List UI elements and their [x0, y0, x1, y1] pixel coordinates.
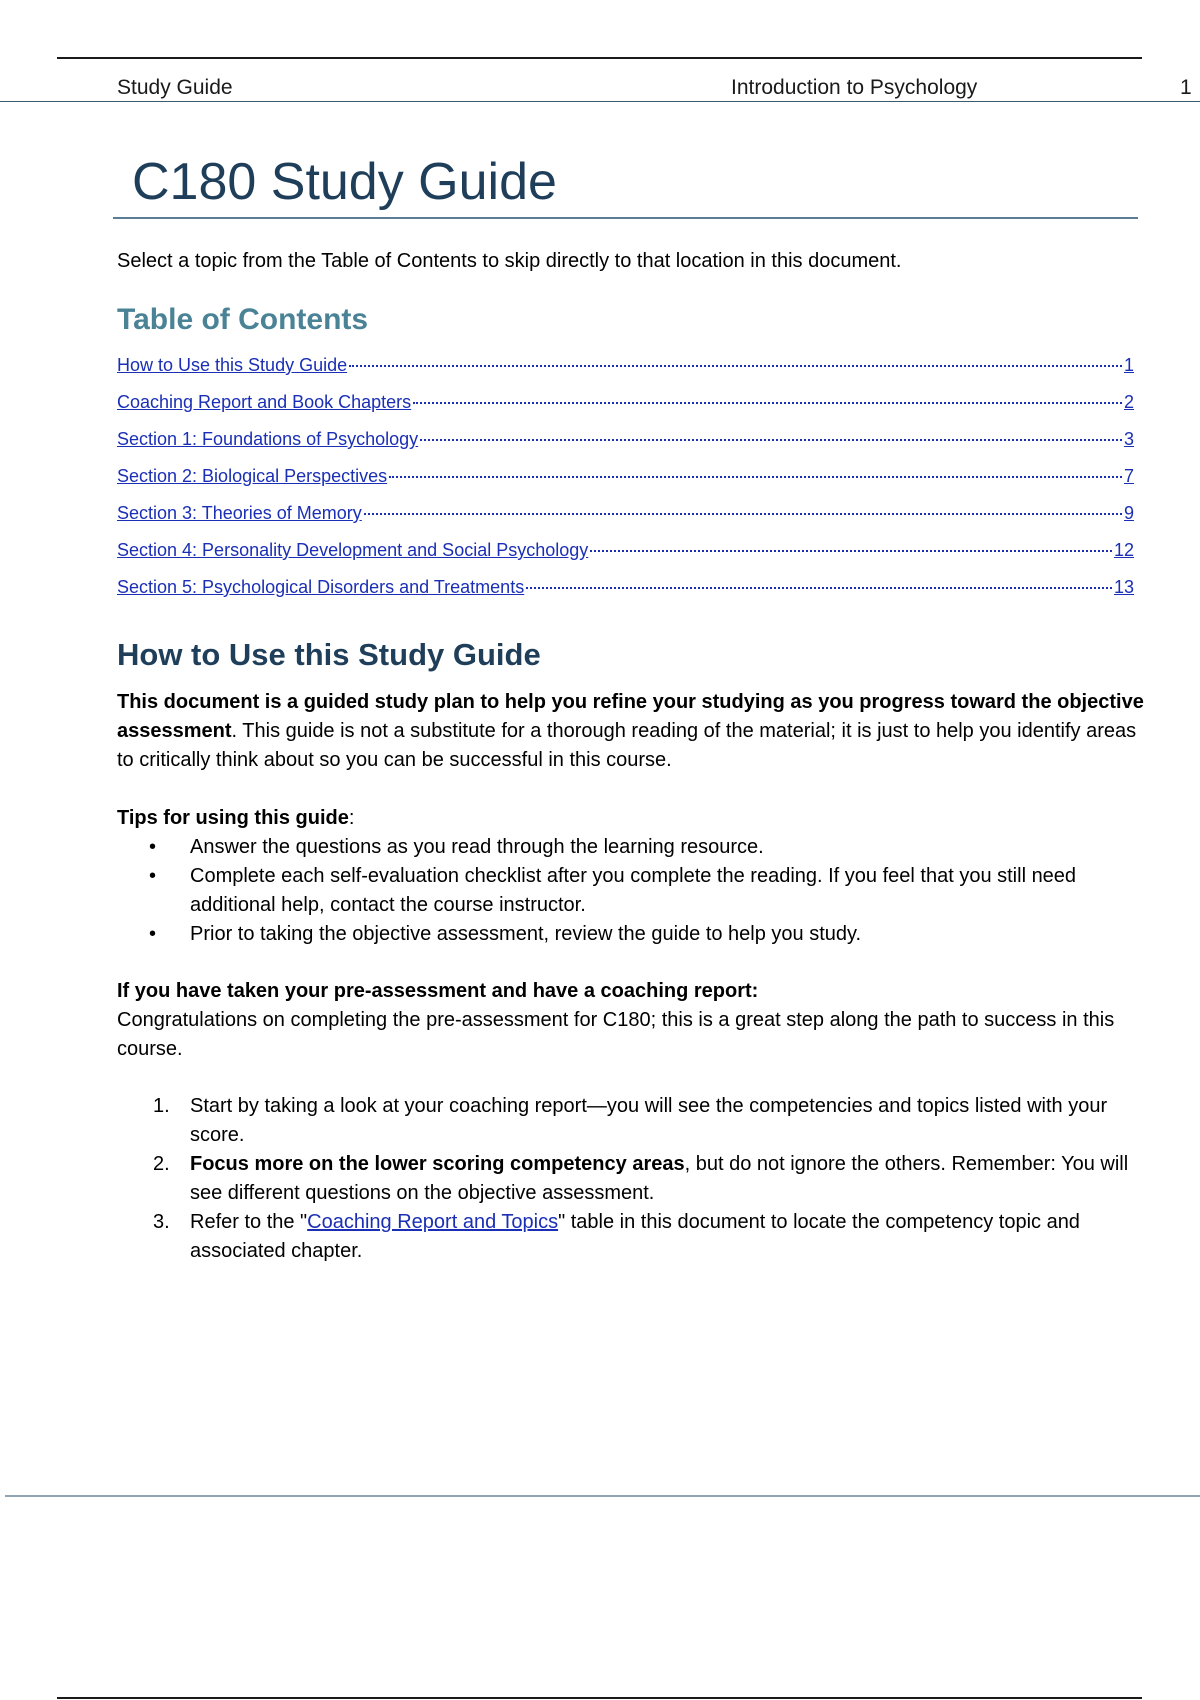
tips-list — [117, 833, 1147, 949]
top-border-rule — [57, 57, 1142, 59]
step-number: 2. — [153, 1153, 170, 1175]
toc-page-number: 2 — [1123, 392, 1134, 412]
toc-leader-dots — [413, 402, 1122, 404]
title-underline — [113, 217, 1138, 219]
list-item — [117, 1092, 1147, 1150]
section-heading-how-to-use: How to Use this Study Guide — [117, 637, 541, 672]
bullet-icon: • — [149, 865, 157, 887]
coaching-report-topics-link[interactable]: Coaching Report and Topics — [307, 1211, 559, 1233]
step-text: , but do not ignore the others. Remember: You will see different questions on the objective assessment. — [190, 1153, 1129, 1204]
how-to-lead-bold: This document is a guided study plan to help you refine your studying as you progress toward the objective assessment — [117, 691, 1144, 742]
list-item — [117, 862, 1147, 920]
header-rule — [0, 101, 1200, 102]
step-text-after: " table in this document to locate the competency topic and associated chapter. — [190, 1211, 1080, 1262]
tips-heading — [117, 805, 354, 831]
toc-link-section-3[interactable] — [117, 502, 1134, 539]
header-left-text: Study Guide — [117, 76, 233, 99]
toc-leader-dots — [420, 439, 1122, 441]
toc-link-label: How to Use this Study Guide — [117, 355, 348, 375]
bullet-icon: • — [149, 836, 157, 858]
intro-text: Select a topic from the Table of Contents to skip directly to that location in this document. — [117, 250, 902, 272]
tip-text: Prior to taking the objective assessment, review the guide to help you study. — [190, 923, 862, 945]
toc-link-label: Section 2: Biological Perspectives — [117, 466, 388, 486]
toc-page-number: 1 — [1123, 355, 1134, 375]
coaching-paragraph: Congratulations on completing the pre-assessment for C180; this is a great step along the path to success in this course. — [117, 1009, 1115, 1060]
toc-page-number: 9 — [1123, 503, 1134, 523]
toc-link-label: Coaching Report and Book Chapters — [117, 392, 412, 412]
toc-page-number: 3 — [1123, 429, 1134, 449]
toc-link-section-2[interactable] — [117, 465, 1134, 502]
toc-link-coaching-report[interactable] — [117, 391, 1134, 428]
list-item — [117, 833, 1147, 862]
document-title: C180 Study Guide — [132, 153, 557, 211]
toc-page-number: 12 — [1113, 540, 1134, 560]
tip-text: Answer the questions as you read through the learning resource. — [190, 836, 764, 858]
bullet-icon: • — [149, 923, 157, 945]
toc-leader-dots — [364, 513, 1122, 515]
toc-leader-dots — [590, 550, 1112, 552]
toc-link-section-1[interactable] — [117, 428, 1134, 465]
toc-link-label: Section 5: Psychological Disorders and Treatments — [117, 577, 525, 597]
header-course-title: Introduction to Psychology — [731, 76, 978, 99]
bottom-border-rule — [57, 1697, 1142, 1699]
list-item — [117, 1208, 1147, 1266]
toc-page-number: 13 — [1113, 577, 1134, 597]
how-to-lead-rest: . This guide is not a substitute for a thorough reading of the material; it is just to help you identify areas to critically think about so you can be successful in this course. — [117, 720, 1137, 771]
footer-rule — [5, 1495, 1200, 1497]
coaching-heading: If you have taken your pre-assessment and have a coaching report: — [117, 980, 759, 1002]
tips-heading-text: Tips for using this guide — [117, 807, 349, 829]
table-of-contents — [117, 354, 1134, 613]
step-text: Start by taking a look at your coaching report—you will see the competencies and topics listed with your score. — [190, 1095, 1108, 1146]
toc-link-label: Section 3: Theories of Memory — [117, 503, 362, 523]
step-bold-text: Focus more on the lower scoring competency areas — [190, 1153, 685, 1175]
how-to-paragraph — [117, 688, 1147, 775]
step-number: 1. — [153, 1095, 170, 1117]
list-item — [117, 920, 1147, 949]
toc-heading: Table of Contents — [117, 303, 369, 336]
toc-leader-dots — [389, 476, 1122, 478]
step-text-before: Refer to the " — [190, 1211, 308, 1233]
toc-link-section-5[interactable] — [117, 576, 1134, 613]
toc-page-number: 7 — [1123, 466, 1134, 486]
toc-leader-dots — [349, 365, 1122, 367]
toc-link-label: Section 1: Foundations of Psychology — [117, 429, 419, 449]
tips-heading-colon: : — [348, 807, 355, 829]
step-number: 3. — [153, 1211, 170, 1233]
toc-link-label: Section 4: Personality Development and Social Psychology — [117, 540, 589, 560]
toc-leader-dots — [526, 587, 1112, 589]
coaching-steps-list — [117, 1092, 1147, 1266]
toc-link-section-4[interactable] — [117, 539, 1134, 576]
header-page-number: 1 — [1180, 76, 1192, 99]
toc-link-how-to-use[interactable] — [117, 354, 1134, 391]
tip-text: Complete each self-evaluation checklist after you complete the reading. If you feel that you still need additional help, contact the course instructor. — [190, 865, 1077, 916]
list-item — [117, 1150, 1147, 1208]
